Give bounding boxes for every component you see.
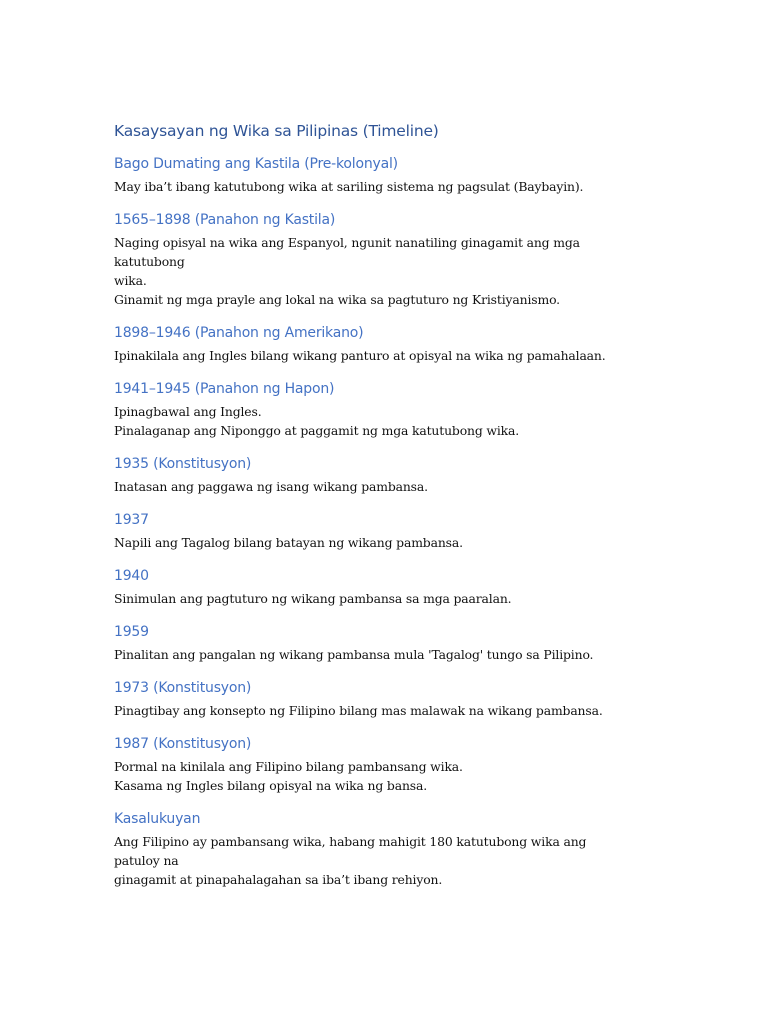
timeline-entry-text: Pormal na kinilala ang Filipino bilang pambansang wika. — [114, 759, 463, 774]
timeline-entry-text: Inatasan ang paggawa ng isang wikang pambansa. — [114, 479, 428, 494]
timeline-entry-heading: 1935 (Konstitusyon) — [114, 456, 252, 472]
timeline-entry-heading: 1940 — [114, 568, 149, 584]
timeline-entries — [114, 154, 634, 889]
timeline-entry-text: Pinalitan ang pangalan ng wikang pambansa mula 'Tagalog' tungo sa Pilipino. — [114, 647, 594, 662]
timeline-entry — [114, 210, 634, 309]
timeline-entry-heading: 1898–1946 (Panahon ng Amerikano) — [114, 325, 364, 341]
timeline-entry-heading: 1937 — [114, 512, 149, 528]
timeline-entry — [114, 454, 634, 496]
timeline-entry-text: wika. — [114, 273, 147, 288]
timeline-entry-text: Ang Filipino ay pambansang wika, habang mahigit 180 katutubong wika ang patuloy na — [114, 834, 587, 868]
timeline-entry-text: Ipinakilala ang Ingles bilang wikang panturo at opisyal na wika ng pamahalaan. — [114, 348, 606, 363]
timeline-entry-text: ginagamit at pinapahalagahan sa iba’t ibang rehiyon. — [114, 872, 443, 887]
timeline-entry-text: Pinagtibay ang konsepto ng Filipino bilang mas malawak na wikang pambansa. — [114, 703, 603, 718]
timeline-entry-heading: 1959 — [114, 624, 149, 640]
timeline-entry-heading: Bago Dumating ang Kastila (Pre-kolonyal) — [114, 156, 398, 172]
timeline-entry-heading: 1987 (Konstitusyon) — [114, 736, 252, 752]
timeline-entry — [114, 154, 634, 196]
timeline-entry — [114, 678, 634, 720]
document-page — [114, 122, 634, 903]
timeline-entry-text: Ipinagbawal ang Ingles. — [114, 404, 262, 419]
timeline-entry — [114, 379, 634, 440]
timeline-entry-text: May iba’t ibang katutubong wika at sariling sistema ng pagsulat (Baybayin). — [114, 179, 584, 194]
timeline-entry-text: Kasama ng Ingles bilang opisyal na wika ng bansa. — [114, 778, 428, 793]
timeline-entry — [114, 809, 634, 889]
page-title: Kasaysayan ng Wika sa Pilipinas (Timeline) — [114, 122, 439, 140]
timeline-entry-heading: Kasalukuyan — [114, 811, 201, 827]
timeline-entry-text: Ginamit ng mga prayle ang lokal na wika sa pagtuturo ng Kristiyanismo. — [114, 292, 560, 307]
timeline-entry — [114, 510, 634, 552]
timeline-entry-text: Napili ang Tagalog bilang batayan ng wikang pambansa. — [114, 535, 463, 550]
timeline-entry — [114, 734, 634, 795]
timeline-entry-heading: 1973 (Konstitusyon) — [114, 680, 252, 696]
timeline-entry — [114, 566, 634, 608]
timeline-entry-heading: 1565–1898 (Panahon ng Kastila) — [114, 212, 336, 228]
timeline-entry-text: Sinimulan ang pagtuturo ng wikang pambansa sa mga paaralan. — [114, 591, 512, 606]
timeline-entry-text: Pinalaganap ang Niponggo at paggamit ng mga katutubong wika. — [114, 423, 520, 438]
timeline-entry-text: Naging opisyal na wika ang Espanyol, ngunit nanatiling ginagamit ang mga katutubong — [114, 235, 580, 269]
timeline-entry-heading: 1941–1945 (Panahon ng Hapon) — [114, 381, 335, 397]
timeline-entry — [114, 622, 634, 664]
timeline-entry — [114, 323, 634, 365]
